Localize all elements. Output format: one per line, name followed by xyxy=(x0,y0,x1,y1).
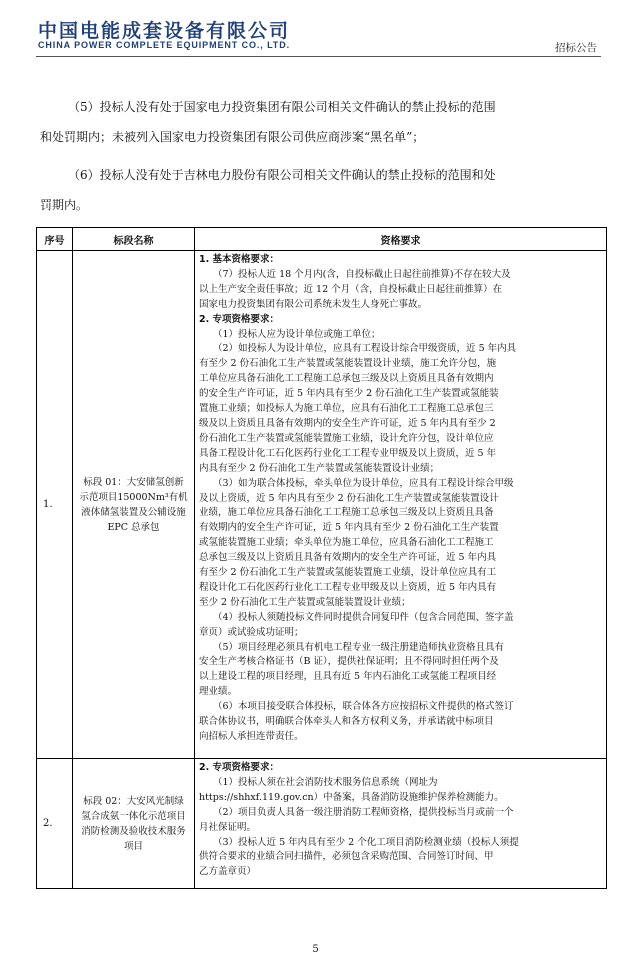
document-type-label: 招标公告 xyxy=(555,42,597,54)
req-line: （3）投标人近 5 年内具有至少 2 个化工项目消防检测业绩（投标人须提 xyxy=(213,836,519,848)
req-line: 级及以上资质且具备有效期内的安全生产许可证，近 5 年内具有至少 2 xyxy=(199,417,496,429)
row-requirements xyxy=(195,251,607,759)
table-row xyxy=(37,759,607,889)
row-seq: 1. xyxy=(37,251,73,759)
paragraph-line: 罚期内。 xyxy=(40,198,89,212)
req-line: 有至少 2 份石油化工生产装置或氢能装置施工业绩，设计单位应具有工 xyxy=(199,567,497,579)
req-line: （2）如投标人为设计单位，应具有工程设计综合甲级资质，近 5 年内具 xyxy=(213,343,517,355)
table-header-row xyxy=(37,228,607,251)
req-line: 或氢能装置施工业绩；牵头单位为施工单位，应具备石油化工工程施工 xyxy=(199,537,494,549)
req-line: 份石油化工生产装置或氢能装置施工业绩，设计允许分包，设计单位应 xyxy=(199,432,494,444)
req-line: 有至少 2 份石油化工生产装置或氢能装置设计业绩，施工允许分包，施 xyxy=(199,358,497,370)
req-line: 有效期内的安全生产许可证，近 5 年内具有至少 2 份石油化工生产装置 xyxy=(199,522,499,534)
req-line: 工单位应具备石油化工工程施工总承包三级及以上资质且具备有效期内 xyxy=(199,373,494,385)
req-line: 业绩，施工单位应具备石油化工工程施工总承包三级及以上资质且具备 xyxy=(199,507,494,519)
req-line: （1）投标人须在社会消防技术服务信息系统（网址为 xyxy=(213,776,438,788)
header-seq: 序号 xyxy=(37,228,73,251)
row-lot-name: 标段 01：大安储氢创新示范项目15000Nm³有机液体储氢装置及公辅设施 EPC 总承包 xyxy=(73,251,195,759)
paragraph-5 xyxy=(40,92,596,152)
company-logo-en: CHINA POWER COMPLETE EQUIPMENT CO., LTD. xyxy=(38,40,290,50)
header-lot-name: 标段名称 xyxy=(73,228,195,251)
req-line: 章页）或试验成功证明； xyxy=(199,626,304,638)
paragraph-6 xyxy=(40,160,596,220)
req-line: 总承包三级及以上资质且具备有效期内的安全生产许可证，近 5 年内具 xyxy=(199,552,497,564)
row-seq: 2. xyxy=(37,759,73,889)
req-line: 联合体协议书，明确联合体牵头人和各方权利义务，并承诺就中标项目 xyxy=(199,716,494,728)
req-line: 及以上资质，近 5 年内具有至少 2 份石油化工生产装置或氢能装置设计 xyxy=(199,492,499,504)
section-heading: 2. 专项资格要求： xyxy=(199,313,280,325)
req-line: 国家电力投资集团有限公司系统未发生人身死亡事故。 xyxy=(199,298,428,310)
req-line: （5）项目经理必须具有机电工程专业一级注册建造师执业资格且具有 xyxy=(213,641,505,653)
row-requirements xyxy=(195,759,607,889)
req-line: 以上生产安全责任事故；近 12 个月（含，自投标截止日起往前推算）在 xyxy=(199,283,503,295)
req-line: 至少 2 份石油化工生产装置或氢能装置设计业绩； xyxy=(199,596,411,608)
paragraph-line: （5）投标人没有处于国家电力投资集团有限公司相关文件确认的禁止投标的范围 xyxy=(68,100,496,114)
req-line: （4）投标人须随投标文件同时提供合同复印件（包含合同范围、签字盖 xyxy=(213,611,514,623)
req-line: 程设计化工石化医药行业化工工程专业甲级及以上资质，近 5 年内具有 xyxy=(199,581,497,593)
req-line: 安全生产考核合格证书（B 证），提供社保证明；且不得同时担任两个及 xyxy=(199,656,499,668)
req-line: 以上建设工程的项目经理，且具有近 5 年内石油化工或氢能工程项目经 xyxy=(199,671,497,683)
section-heading: 2. 专项资格要求： xyxy=(199,762,280,773)
header-requirements: 资格要求 xyxy=(195,228,607,251)
paragraph-line: 和处罚期内；未被列入国家电力投资集团有限公司供应商涉案“黑名单”； xyxy=(40,130,425,144)
req-line: 的安全生产许可证，近 5 年内具有至少 2 份石油化工生产装置或氢能装 xyxy=(199,388,499,400)
req-line: 理业绩。 xyxy=(199,686,238,698)
req-line: 月社保证明。 xyxy=(199,821,257,833)
table-row xyxy=(37,251,607,759)
qualification-table xyxy=(36,227,607,889)
req-line: （1）投标人应为设计单位或施工单位； xyxy=(213,328,381,340)
header-divider xyxy=(36,56,601,57)
req-line: 乙方盖章页） xyxy=(199,866,257,878)
page-header xyxy=(0,0,631,60)
req-line: （3）如为联合体投标，牵头单位为设计单位，应具有工程设计综合甲级 xyxy=(213,477,514,489)
paragraph-line: （6）投标人没有处于吉林电力股份有限公司相关文件确认的禁止投标的范围和处 xyxy=(68,168,496,182)
req-line: 具备工程设计化工石化医药行业化工工程专业甲级及以上资质，近 5 年 xyxy=(199,447,497,459)
page-number: 5 xyxy=(312,944,319,955)
row-lot-name: 标段 02：大安风光制绿氢合成氨一体化示范项目消防检测及验收技术服务项目 xyxy=(73,759,195,889)
company-logo-cn: 中国电能成套设备有限公司 xyxy=(38,20,291,42)
req-line: 内具有至少 2 份石油化工生产装置或氢能装置设计业绩； xyxy=(199,462,440,474)
req-line: （2）项目负责人具备一级注册消防工程师资格，提供投标当月或前一个 xyxy=(213,806,514,818)
req-line: 置施工业绩；如投标人为施工单位，应具有石油化工工程施工总承包三 xyxy=(199,403,494,415)
req-line: https://shhxf.119.gov.cn）中备案，具备消防设施维护保养检测能力。 xyxy=(199,791,504,803)
req-line: （7）投标人近 18 个月内(含，自投标截止日起往前推算)不存在较大及 xyxy=(213,268,511,280)
req-line: 向招标人承担连带责任。 xyxy=(199,731,304,742)
req-line: （6）本项目接受联合体投标，联合体各方应按招标文件提供的格式签订 xyxy=(213,701,514,713)
req-line: 供符合要求的业绩合同扫描件，必须包含采购范围、合同签订时间、甲 xyxy=(199,851,494,863)
section-heading: 1. 基本资格要求： xyxy=(199,254,280,265)
